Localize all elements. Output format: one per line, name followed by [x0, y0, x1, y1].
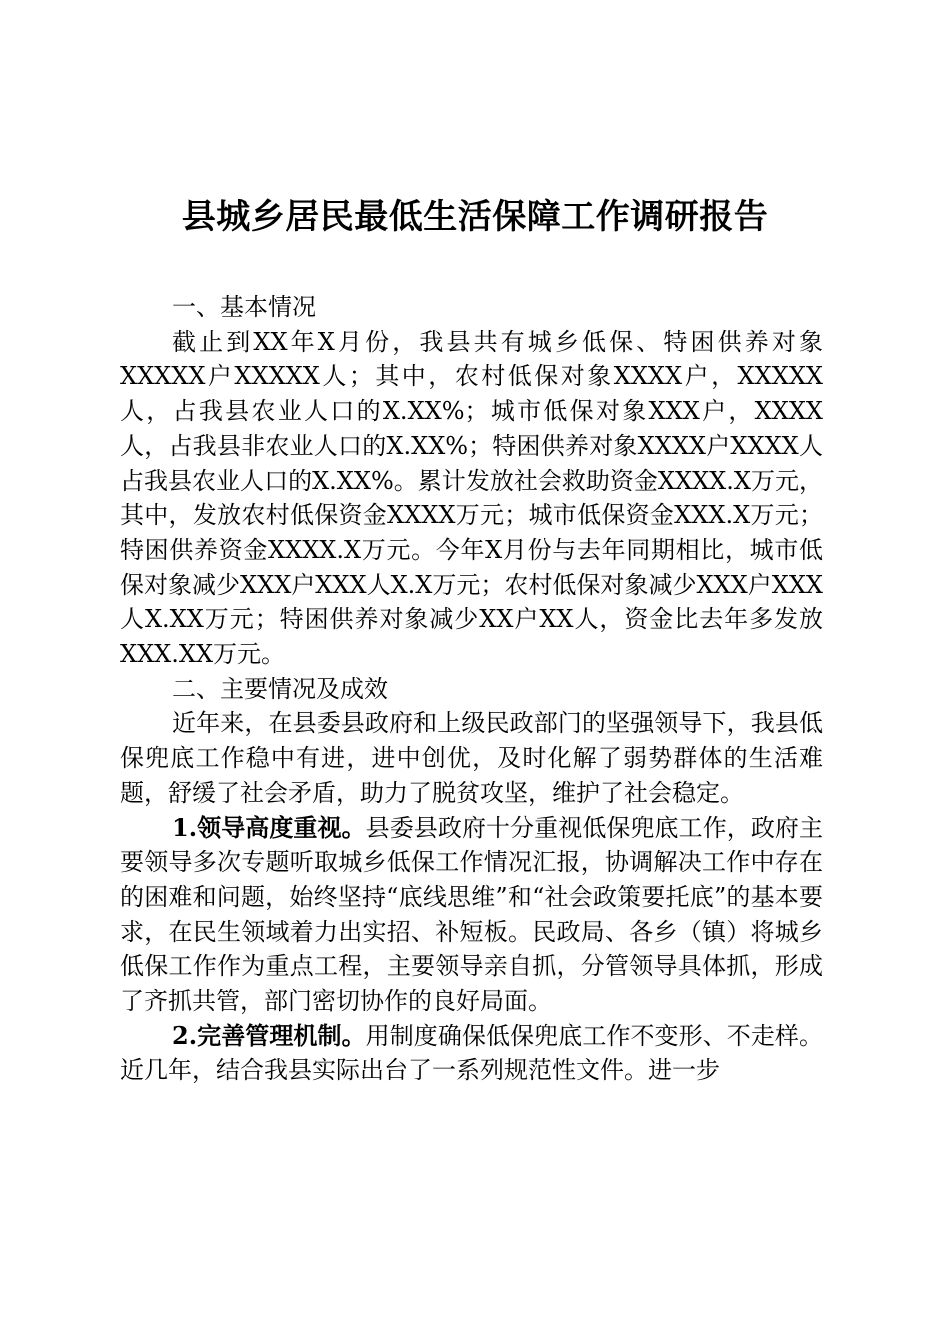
item-lead-mechanism: 2.完善管理机制。	[172, 1020, 366, 1050]
item-text-mechanism: 用制度确保低保兜底工作不变形、不走样。近几年，结合我县实际出台了一系列规范性文件。进一步	[120, 1021, 823, 1085]
item-lead-leadership: 1.领导高度重视。	[172, 812, 366, 842]
paragraph-achievements-intro: 近年来，在县委县政府和上级民政部门的坚强领导下，我县低保兜底工作稳中有进，进中创优，及时化解了弱势群体的生活难题，舒缓了社会矛盾，助力了脱贫攻坚，维护了社会稳定。	[120, 709, 823, 807]
section-heading-basic: 一、基本情况	[172, 293, 316, 321]
document-body	[120, 290, 823, 1088]
document-title: 县城乡居民最低生活保障工作调研报告	[181, 197, 769, 237]
paragraph-item-leadership	[120, 811, 823, 1019]
paragraph-item-mechanism	[120, 1019, 823, 1088]
item-text-leadership: 县委县政府十分重视低保兜底工作，政府主要领导多次专题听取城乡低保工作情况汇报，协调解决工作中存在的困难和问题，始终坚持“底线思维”和“社会政策要托底”的基本要求，在民生领域着力出实招、补短板。民政局、各乡（镇）将城乡低保工作作为重点工程，主要领导亲自抓，分管领导具体抓，形成了齐抓共管，部门密切协作的良好局面。	[120, 813, 823, 1016]
section-heading-achievements: 二、主要情况及成效	[172, 674, 388, 703]
paragraph-basic-situation: 截止到XX年X月份，我县共有城乡低保、特困供养对象XXXXX户XXXXX人；其中，农村低保对象XXXX户，XXXXX人，占我县农业人口的X.XX%；城市低保对象XXX户，XXXX人，占我县非农业人口的X.XX%；特困供养对象XXXX户XXXX人占我县农业人口的X.XX%。累计发放社会救助资金XXXX.X万元，其中，发放农村低保资金XXXX万元；城市低保资金XXX.X万元；特困供养资金XXXX.X万元。今年X月份与去年同期相比，城市低保对象减少XXX户XXX人X.X万元；农村低保对象减少XXX户XXX人X.XX万元；特困供养对象减少XX户XX人，资金比去年多发放XXX.XX万元。	[120, 327, 823, 669]
